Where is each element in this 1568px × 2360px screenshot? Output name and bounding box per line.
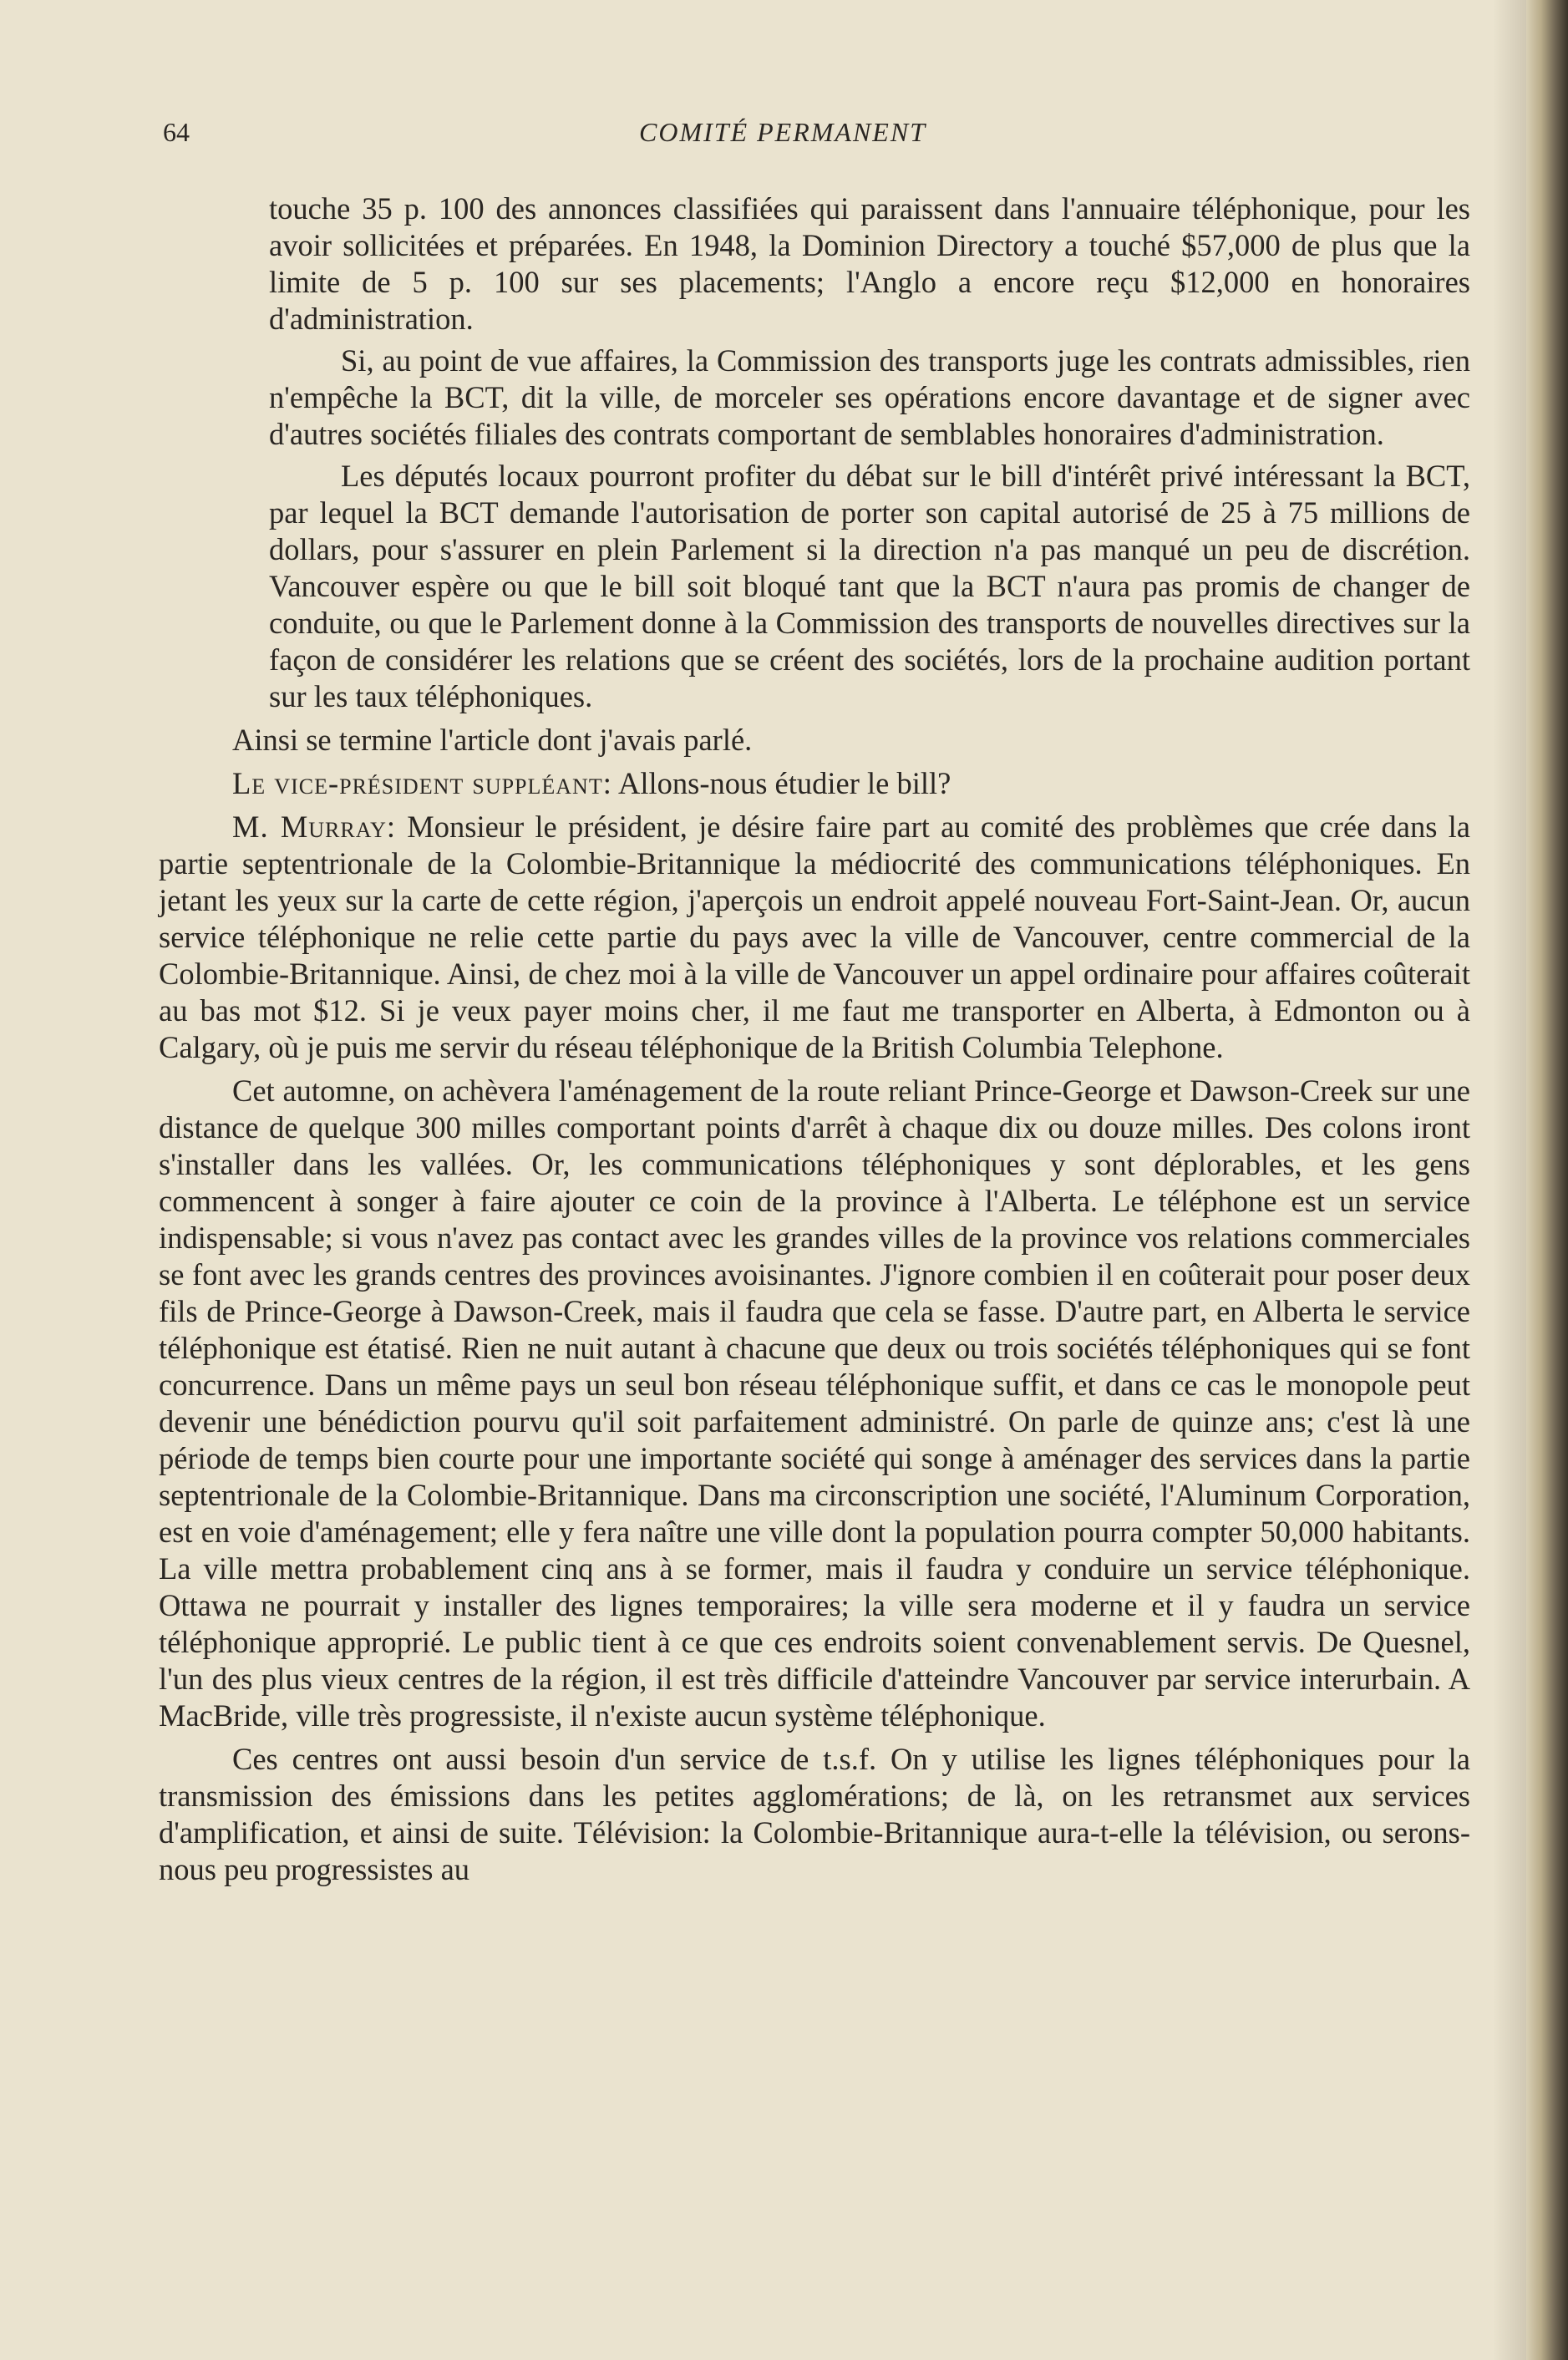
page-edge xyxy=(1526,0,1568,2360)
quote-paragraph: touche 35 p. 100 des annonces classifiées qui paraissent dans l'annuaire téléphonique, pour les avoir sollicitées et préparées. En 1948, la Dominion Directory a touché $57,000 de plus que la limite de 5 p. 100 sur ses placements; l'Anglo a encore reçu $12,000 en honoraires d'administration. xyxy=(269,191,1470,336)
quoted-article xyxy=(269,190,1470,715)
speech-text: Monsieur le président, je désire faire part au comité des problèmes que crée dans la partie septentrionale de la Colombie-Britannique la médiocrité des communications téléphoniques. En jetant les yeux sur la carte de cette région, j'aperçois un endroit appelé nouveau Fort-Saint-Jean. Or, aucun service téléphonique ne relie cette partie du pays avec la ville de Vancouver, centre commercial de la Colombie-Britannique. Ainsi, de chez moi à la ville de Vancouver un appel ordinaire pour affaires coûterait au bas mot $12. Si je veux payer moins cher, il me faut me transporter en Alberta, à Edmonton ou à Calgary, où je puis me servir du réseau téléphonique de la British Columbia Telephone. xyxy=(159,810,1470,1064)
speaker-paragraph xyxy=(159,765,1470,802)
body-text xyxy=(159,722,1470,1888)
quote-paragraph: Si, au point de vue affaires, la Commission des transports juge les contrats admissibles, rien n'empêche la BCT, dit la ville, de morceler ses opérations encore davantage et de signer avec d'autres sociétés filiales des contrats comportant de semblables honoraires d'administration. xyxy=(269,343,1470,451)
quote-paragraph: Les députés locaux pourront profiter du débat sur le bill d'intérêt privé intéressant la BCT, par lequel la BCT demande l'autorisation de porter son capital autorisé de 25 à 75 millions de dollars, pour s'assurer en plein Parlement si la direction n'a pas manqué un peu de discrétion. Vancouver espère ou que le bill soit bloqué tant que la BCT n'aura pas promis de changer de conduite, ou que le Parlement donne à la Commission des transports de nouvelles directives sur la façon de considérer les relations que se créent des sociétés, lors de la prochaine audition portant sur les taux téléphoniques. xyxy=(269,459,1470,713)
paragraph: Cet automne, on achèvera l'aménagement de la route reliant Prince-George et Dawson-Creek sur une distance de quelque 300 milles comportant points d'arrêt à chaque dix ou douze milles. Des colons iront s'installer dans les vallées. Or, les communications téléphoniques y sont déplorables, et les gens commencent à songer à faire ajouter ce coin de la province à l'Alberta. Le téléphone est un service indispensable; si vous n'avez pas contact avec les grandes villes de la province vos relations commerciales se font avec les grands centres des provinces avoisinantes. J'ignore combien il en coûterait pour poser deux fils de Prince-George à Dawson-Creek, mais il faudra que cela se fasse. D'autre part, en Alberta le service téléphonique est étatisé. Rien ne nuit autant à chacune que deux ou trois sociétés téléphoniques qui se font concurrence. Dans un même pays un seul bon réseau téléphonique suffit, et dans ce cas le monopole peut devenir une bénédiction pourvu qu'il soit parfaitement administré. On parle de quinze ans; c'est là une période de temps bien courte pour une importante société qui songe à aménager des services dans la partie septentrionale de la Colombie-Britannique. Dans ma circonscription une société, l'Aluminum Corporation, est en voie d'aménagement; elle y fera naître une ville dont la population pourra compter 50,000 habitants. La ville mettra probablement cinq ans à se former, mais il faudra y conduire un service téléphonique. Ottawa ne pourrait y installer des lignes temporaires; la ville sera moderne et il y faudra un service téléphonique approprié. Le public tient à ce que ces endroits soient convenablement servis. De Quesnel, l'un des plus vieux centres de la région, il est très difficile d'atteindre Vancouver par service interurbain. A MacBride, ville très progressiste, il n'existe aucun système téléphonique. xyxy=(159,1073,1470,1733)
paragraph: Ces centres ont aussi besoin d'un service de t.s.f. On y utilise les lignes téléphoniques pour la transmission des émissions dans les petites agglomérations; de là, on les retransmet aux services d'amplification, et ainsi de suite. Télévision: la Colombie-Britannique aura-t-elle la télévision, ou serons-nous peu progressistes au xyxy=(159,1742,1470,1886)
speaker-name: Le vice-président suppléant: xyxy=(232,766,612,800)
paragraph: Ainsi se termine l'article dont j'avais parlé. xyxy=(232,723,753,757)
running-head: COMITÉ PERMANENT xyxy=(639,117,926,147)
speech-text: Allons-nous étudier le bill? xyxy=(611,766,951,800)
speaker-paragraph xyxy=(159,809,1470,1066)
speaker-name: M. Murray: xyxy=(232,810,397,844)
page-content xyxy=(159,190,1470,1895)
page-header xyxy=(163,117,1483,154)
page-gutter-shadow xyxy=(1493,0,1526,2360)
page-number: 64 xyxy=(163,117,190,147)
